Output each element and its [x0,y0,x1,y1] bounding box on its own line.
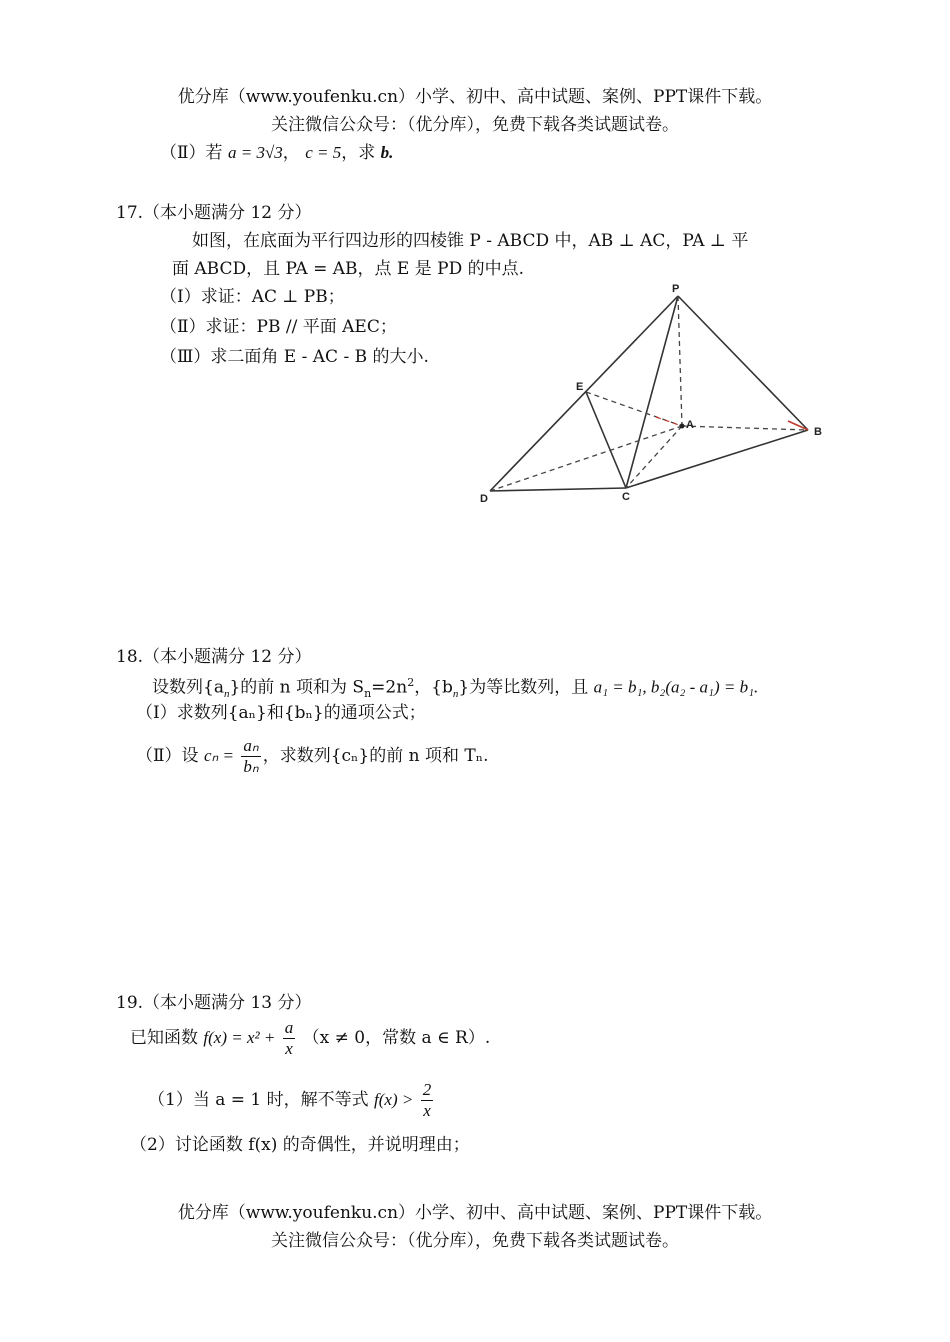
label-A: A [686,419,694,431]
edge-EC [586,392,626,488]
edge-CB [626,430,808,488]
header-line-1: 优分库（www.youfenku.cn）小学、初中、高中试题、案例、PPT课件下载。 [177,87,773,107]
edge-PB [678,296,808,430]
q17-stem-line2: 面 ABCD，且 PA = AB，点 E 是 PD 的中点. [172,259,525,279]
header-line-2: 关注微信公众号：（优分库），免费下载各类试题试卷。 [271,115,679,135]
q19-stem: 已知函数 f(x) = x² + $\frac{a}{x}$ （x ≠ 0，常数 a ∈ R）. [130,1018,491,1058]
label-E: E [576,381,584,393]
edge-DA [490,426,682,491]
edge-PA [678,296,682,426]
q17-part3: （Ⅲ）求二面角 E - AC - B 的大小. [160,347,429,367]
q19-part1: （1）当 a = 1 时，解不等式 f(x) > $\frac{2}{x}$ [148,1080,432,1120]
label-P: P [672,283,680,295]
q17-stem-line1: 如图，在底面为平行四边形的四棱锥 P - ABCD 中，AB ⊥ AC，PA ⊥ 平 [192,231,749,251]
q19-heading: 19.（本小题满分 13 分） [116,993,312,1013]
point-A [680,424,685,429]
q16-c-expr: c = 5 [305,143,342,162]
q18-part2: （Ⅱ）设 cₙ = $\frac{\text{aₙ}}{\text{bₙ}}$ ，求数列{cₙ}的前 n 项和 Tₙ. [136,736,489,776]
q16-a-expr: a = 3√3 [227,143,283,162]
edge-EA-accent [656,417,682,426]
q17-part2: （Ⅱ）求证：PB // 平面 AEC； [160,317,397,337]
edge-PC [626,296,678,488]
q19-part1-fraction: $\frac{2}{x}$ [422,1080,432,1120]
label-B: B [814,426,822,438]
q18-part1: （Ⅰ）求数列{aₙ}和{bₙ}的通项公式； [136,703,426,723]
q17-heading: 17.（本小题满分 12 分） [116,203,312,223]
q19-fraction: $\frac{a}{x}$ [284,1018,294,1058]
edge-DC [490,488,626,491]
label-D: D [480,493,488,505]
q18-fraction: $\frac{\text{aₙ}}{\text{bₙ}}$ [243,736,259,776]
edge-AB [682,426,808,430]
q18-condition: a₁ = b₁, b₂(a₂ - a₁) = b₁. [593,677,759,697]
q19-part2: （2）讨论函数 f(x) 的奇偶性，并说明理由； [130,1135,470,1155]
q18-heading: 18.（本小题满分 12 分） [116,647,312,667]
pyramid-figure [470,280,840,510]
footer-line-2: 关注微信公众号：（优分库），免费下载各类试题试卷。 [271,1231,679,1251]
footer-line-1: 优分库（www.youfenku.cn）小学、初中、高中试题、案例、PPT课件下载。 [177,1203,773,1223]
q17-part1: （Ⅰ）求证：AC ⊥ PB； [160,287,345,307]
edge-B-accent [788,421,808,430]
q18-stem: 设数列$\{a_n\}$的前 n 项和为 $S_n=2n^2$，$\{b_n\}$为等比数列，且 a₁ = b₁, b₂(a₂ - a₁) = b₁. [152,676,759,701]
label-C: C [622,491,630,503]
q16-part2: （Ⅱ）若 a = 3√3， c = 5，求 b. [160,143,394,163]
